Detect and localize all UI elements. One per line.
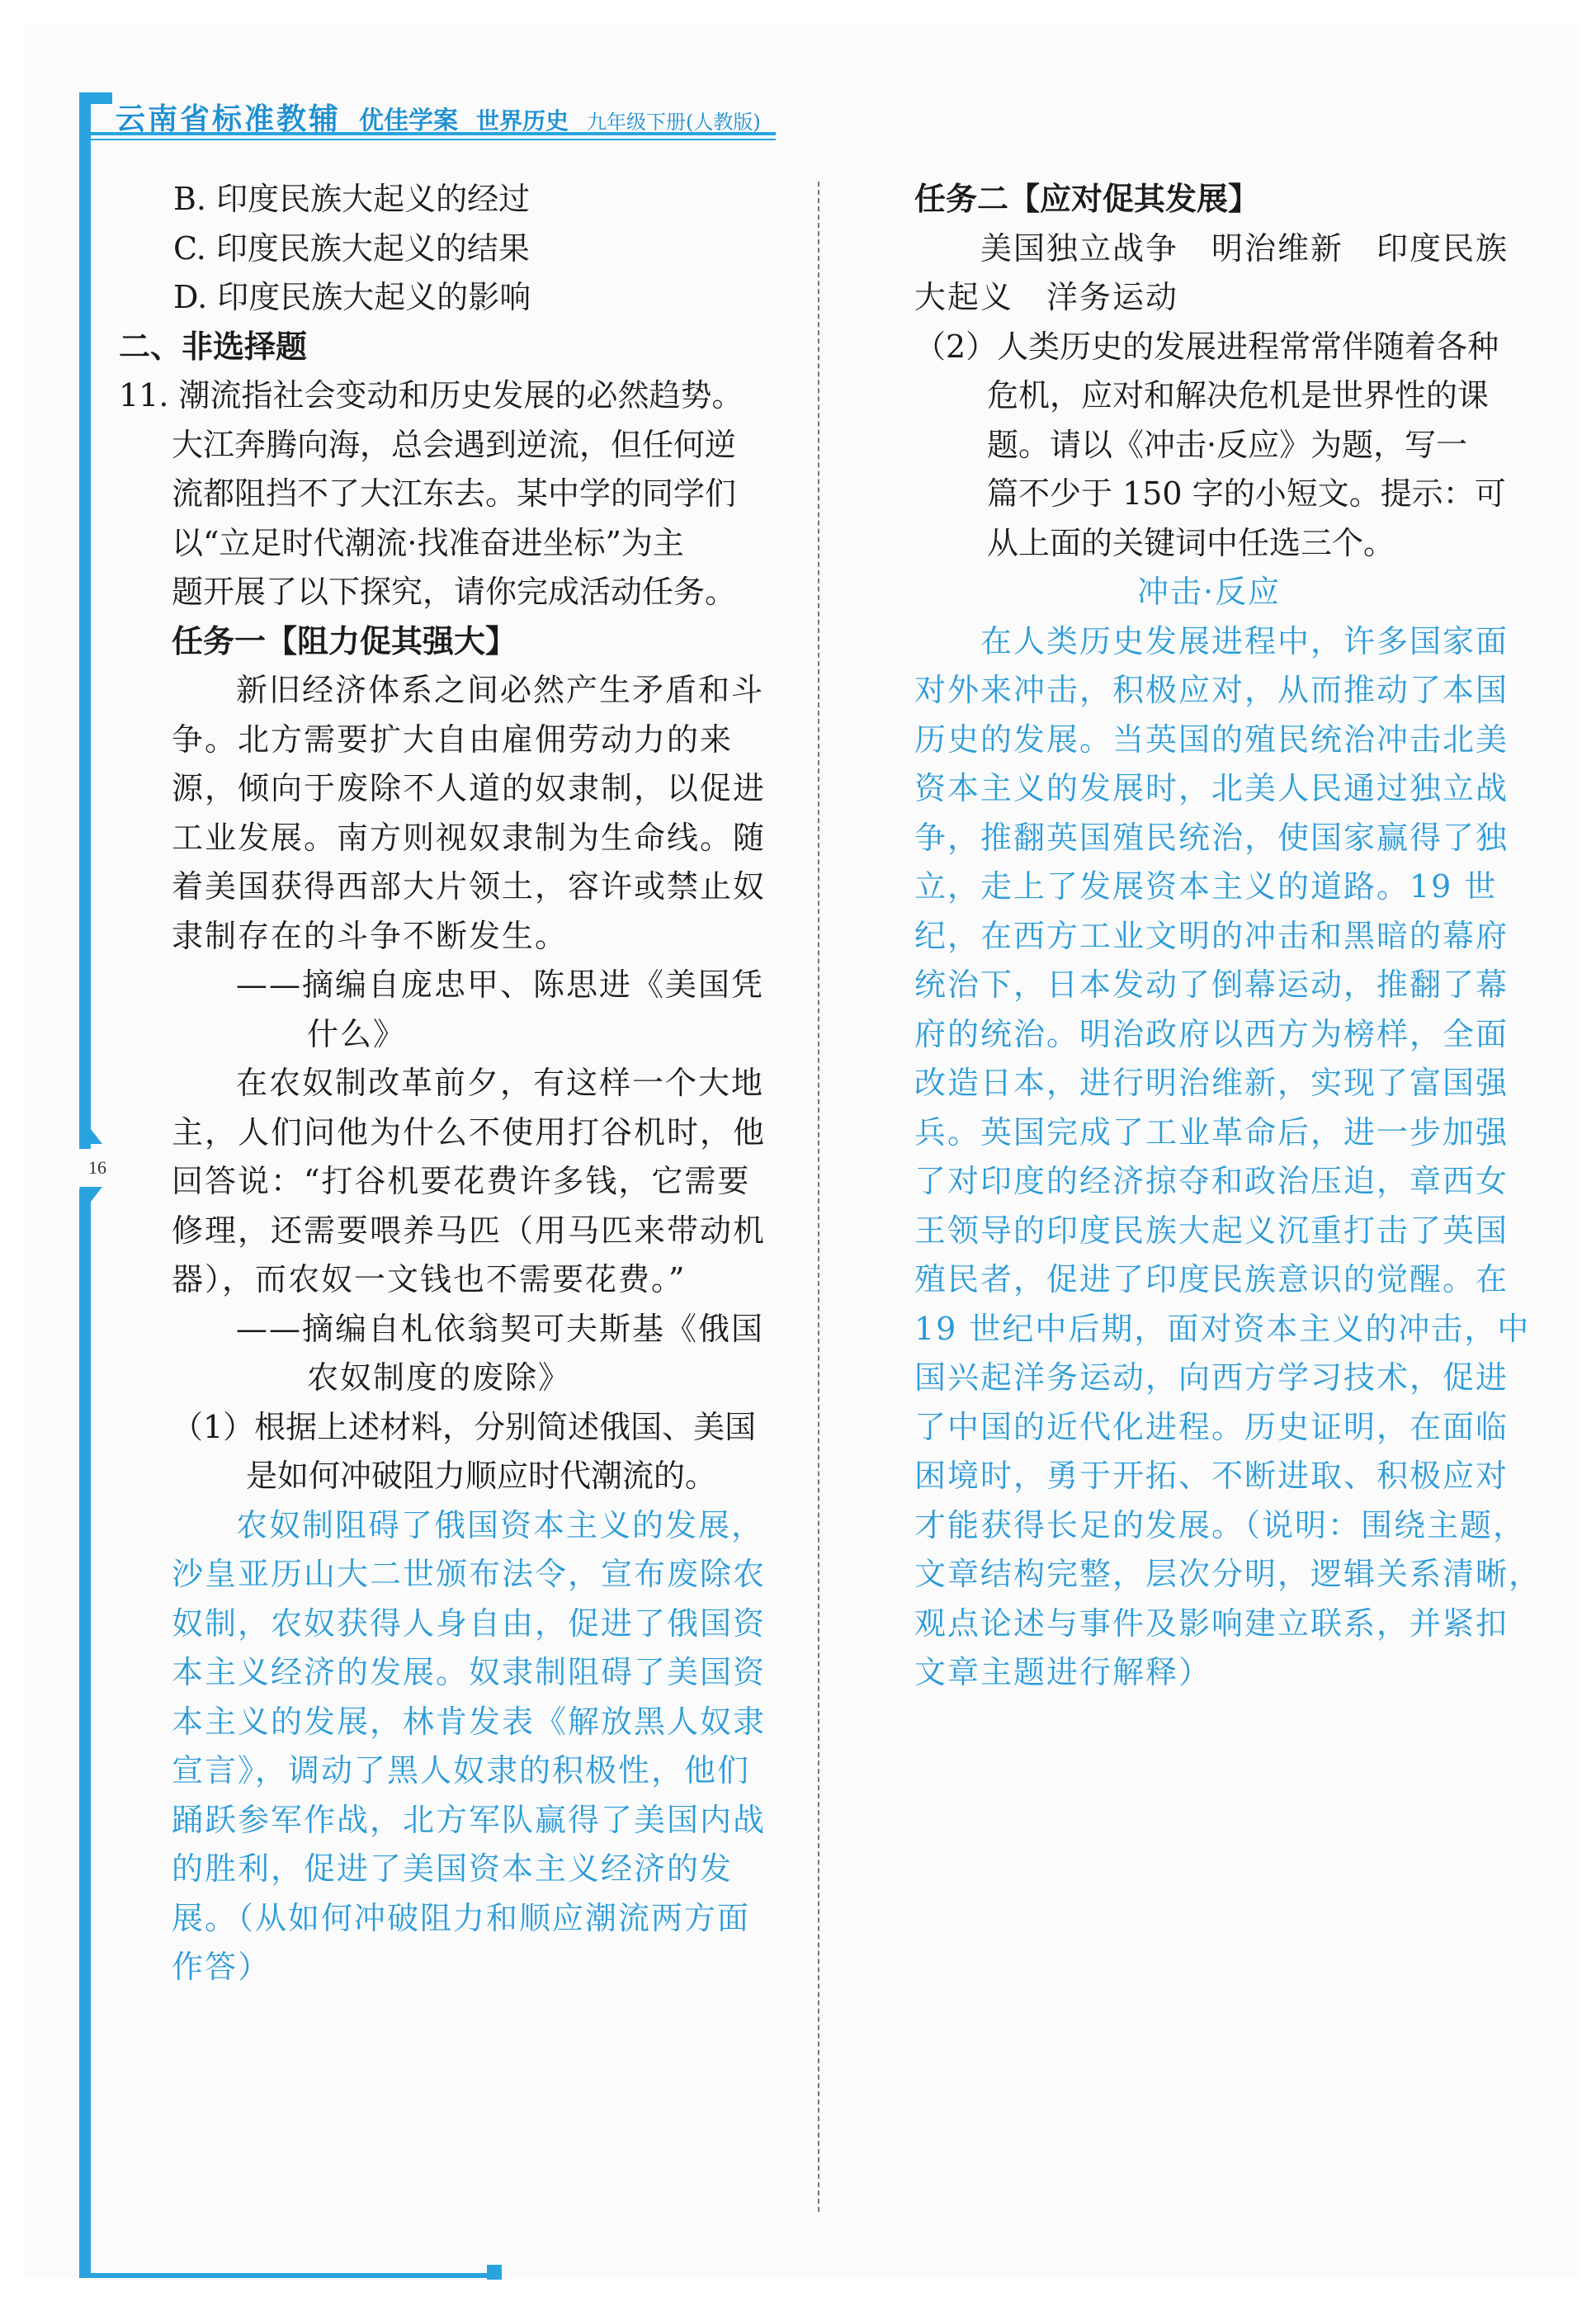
essay-line: 了对印度的经济掠夺和政治压迫，章西女: [914, 1163, 1509, 1199]
q2-line: （2）人类历史的发展进程常常伴随着各种: [914, 328, 1499, 365]
essay-line: 王领导的印度民族大起义沉重打击了英国: [914, 1212, 1509, 1249]
option-c: C. 印度民族大起义的结果: [173, 229, 530, 267]
essay-line: 文章主题进行解释）: [914, 1654, 1212, 1690]
essay-line: 对外来冲击，积极应对，从而推动了本国: [914, 672, 1509, 708]
material-2: [116, 1059, 784, 1403]
right-column: [914, 175, 1542, 1698]
q2-line: 题。请以《冲击·反应》为题，写一: [987, 426, 1468, 463]
essay-line: 立，走上了发展资本主义的道路。19 世: [914, 868, 1498, 905]
page-number: 16: [88, 1157, 106, 1178]
q1-line: 是如何冲破阻力顺应时代潮流的。: [246, 1458, 717, 1494]
question-11: [116, 371, 784, 617]
q2-line: 篇不少于 150 字的小短文。提示：可: [987, 475, 1506, 512]
option-b: B. 印度民族大起义的经过: [173, 181, 531, 217]
page-number-marker-bottom: [79, 1187, 102, 1202]
material-line: 新旧经济体系之间必然产生矛盾和斗: [236, 672, 765, 708]
answer-line: 的胜利，促进了美国资本主义经济的发: [172, 1850, 734, 1887]
essay-line: 才能获得长足的发展。（说明：围绕主题，: [914, 1506, 1527, 1543]
header-rule-thin: [91, 139, 776, 140]
keywords: [914, 224, 1533, 323]
page-number-marker-top: [79, 1129, 102, 1144]
left-margin-bar: [79, 92, 91, 1149]
sub-question-1: [116, 1403, 784, 1501]
source-line: 农奴制度的废除》: [307, 1359, 572, 1396]
source-line: 什么》: [307, 1015, 407, 1052]
essay-line: 国兴起洋务运动，向西方学习技术，促进: [914, 1359, 1509, 1396]
essay-line: 文章结构完整，层次分明，逻辑关系清晰，: [914, 1556, 1542, 1592]
answer-line: 奴制，农奴获得人身自由，促进了俄国资: [172, 1604, 767, 1642]
essay-line: 资本主义的发展时，北美人民通过独立战: [914, 770, 1509, 806]
essay-line: 在人类历史发展进程中，许多国家面: [980, 622, 1509, 659]
essay-line: 统治下，日本发动了倒幕运动，推翻了幕: [914, 966, 1509, 1003]
answer-line: 本主义的发展，林肯发表《解放黑人奴隶: [172, 1703, 767, 1740]
material-line: 修理，还需要喂养马匹（用马匹来带动机: [172, 1212, 767, 1249]
material-line: 器），而农奴一文钱也不需要花费。”: [172, 1261, 687, 1297]
q2-line: 危机，应对和解决危机是世界性的课: [987, 377, 1490, 414]
q11-line: 题开展了以下探究，请你完成活动任务。: [172, 574, 737, 610]
q2-line: 从上面的关键词中任选三个。: [987, 524, 1395, 561]
q11-line: 11. 潮流指社会变动和历史发展的必然趋势。: [119, 377, 744, 414]
material-1: [116, 666, 784, 1059]
header-series: 优佳学案: [359, 106, 459, 135]
essay-line: 府的统治。明治政府以西方为榜样，全面: [914, 1015, 1509, 1052]
essay-line: 观点论述与事件及影响建立联系，并紧扣: [914, 1604, 1509, 1642]
footer-rule: [79, 2273, 500, 2278]
material-line: 争。北方需要扩大自由雇佣劳动力的来: [172, 721, 734, 758]
essay-answer: [914, 617, 1542, 1698]
task2-title: 任务二【应对促其发展】: [914, 181, 1260, 217]
answer-1: [116, 1501, 784, 1992]
essay-line: 兵。英国完成了工业革命后，进一步加强: [914, 1113, 1509, 1151]
sub-question-2: [914, 323, 1533, 569]
material-line: 回答说：“打谷机要花费许多钱，它需要: [172, 1163, 751, 1199]
column-divider: [818, 182, 819, 2212]
q1-line: （1）根据上述材料，分别简述俄国、美国: [172, 1408, 757, 1445]
left-column: [116, 175, 784, 1992]
section-title: 二、非选择题: [119, 328, 308, 365]
task1-title: 任务一【阻力促其强大】: [172, 622, 517, 659]
q11-line: 以“立足时代潮流·找准奋进坐标”为主: [172, 524, 684, 561]
source-line: ——摘编自庞忠甲、陈思进《美国凭: [236, 966, 765, 1003]
option-d: D. 印度民族大起义的影响: [173, 279, 531, 315]
material-line: 源，倾向于废除不人道的奴隶制，以促进: [172, 770, 767, 806]
answer-line: 本主义经济的发展。奴隶制阻碍了美国资: [172, 1654, 767, 1690]
essay-line: 纪，在西方工业文明的冲击和黑暗的幕府: [914, 917, 1509, 954]
material-line: 在农奴制改革前夕，有这样一个大地: [236, 1065, 765, 1101]
answer-line: 踊跃参军作战，北方军队赢得了美国内战: [172, 1801, 767, 1838]
header-subject: 世界历史: [476, 107, 569, 135]
q11-line: 大江奔腾向海，总会遇到逆流，但任何逆: [172, 426, 737, 463]
essay-line: 历史的发展。当英国的殖民统治冲击北美: [914, 721, 1509, 758]
answer-line: 宣言》，调动了黑人奴隶的积极性，他们: [172, 1752, 751, 1789]
header-brand: 云南省标准教辅: [116, 102, 342, 136]
left-margin-bar-lower: [79, 1189, 91, 2278]
material-line: 主，人们问他为什么不使用打谷机时，他: [172, 1113, 767, 1151]
footer-square: [487, 2265, 502, 2280]
header-grade: 九年级下册(人教版): [587, 111, 761, 134]
material-line: 工业发展。南方则视奴隶制为生命线。随: [172, 819, 767, 856]
running-header: [116, 96, 761, 136]
essay-line: 19 世纪中后期，面对资本主义的冲击，中: [914, 1310, 1531, 1347]
material-line: 着美国获得西部大片领土，容许或禁止奴: [172, 868, 767, 905]
answer-line: 农奴制阻碍了俄国资本主义的发展，: [236, 1506, 765, 1543]
essay-line: 困境时，勇于开拓、不断进取、积极应对: [914, 1458, 1509, 1494]
essay-line: 改造日本，进行明治维新，实现了富国强: [914, 1065, 1509, 1101]
essay-title: 冲击·反应: [1137, 574, 1282, 610]
source-line: ——摘编自札依翁契可夫斯基《俄国: [236, 1310, 765, 1347]
keyword-line: 美国独立战争 明治维新 印度民族: [980, 229, 1509, 267]
essay-line: 殖民者，促进了印度民族意识的觉醒。在: [914, 1261, 1509, 1297]
material-line: 隶制存在的斗争不断发生。: [172, 917, 569, 954]
essay-line: 争，推翻英国殖民统治，使国家赢得了独: [914, 819, 1509, 856]
q11-line: 流都阻挡不了大江东去。某中学的同学们: [172, 475, 737, 512]
keyword-line: 大起义 洋务运动: [914, 279, 1179, 315]
essay-line: 了中国的近代化进程。历史证明，在面临: [914, 1408, 1509, 1445]
answer-line: 沙皇亚历山大二世颁布法令，宣布废除农: [172, 1556, 767, 1592]
answer-line: 展。（从如何冲破阻力和顺应潮流两方面: [172, 1899, 751, 1936]
answer-line: 作答）: [172, 1949, 272, 1985]
